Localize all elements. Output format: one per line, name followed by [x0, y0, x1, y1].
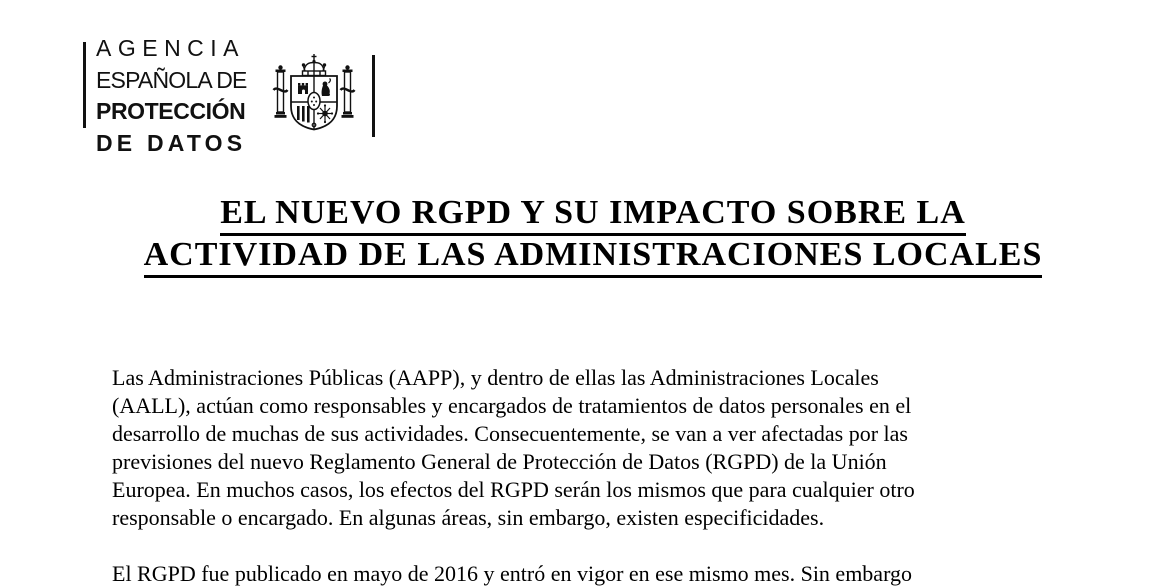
paragraph	[112, 560, 1112, 588]
title-line-text: ACTIVIDAD DE LAS ADMINISTRACIONES LOCALES	[144, 236, 1043, 278]
spanish-coat-of-arms-icon	[272, 54, 356, 142]
title-line-text: EL NUEVO RGPD Y SU IMPACTO SOBRE LA	[220, 194, 966, 236]
logo-line: ESPAÑOLA DE	[96, 66, 247, 93]
paragraph	[112, 364, 1112, 532]
title-line	[112, 236, 1074, 278]
logo-left-rule	[83, 42, 86, 128]
document-body	[112, 364, 1112, 588]
logo-wordmark	[96, 33, 247, 159]
document-title	[112, 194, 1074, 278]
text-line: responsable o encargado. En algunas áreas, sin embargo, existen especificidades.	[112, 505, 825, 530]
text-line: previsiones del nuevo Reglamento General de Protección de Datos (RGPD) de la Unión	[112, 449, 887, 474]
text-line: (AALL), actúan como responsables y encargados de tratamientos de datos personales en el	[112, 393, 912, 418]
logo-line: PROTECCIÓN	[96, 98, 246, 125]
text-line: Las Administraciones Públicas (AAPP), y dentro de ellas las Administraciones Locales	[112, 365, 879, 390]
text-line: El RGPD fue publicado en mayo de 2016 y entró en vigor en ese mismo mes. Sin embargo	[112, 561, 913, 586]
text-line: desarrollo de muchas de sus actividades. Consecuentemente, se van a ver afectadas por las	[112, 421, 908, 446]
logo-line: AGENCIA	[96, 35, 246, 61]
logo-right-rule	[372, 55, 375, 137]
text-line: Europea. En muchos casos, los efectos del RGPD serán los mismos que para cualquier otro	[112, 477, 915, 502]
logo-line: DE DATOS	[96, 129, 247, 156]
title-line	[112, 194, 1074, 236]
